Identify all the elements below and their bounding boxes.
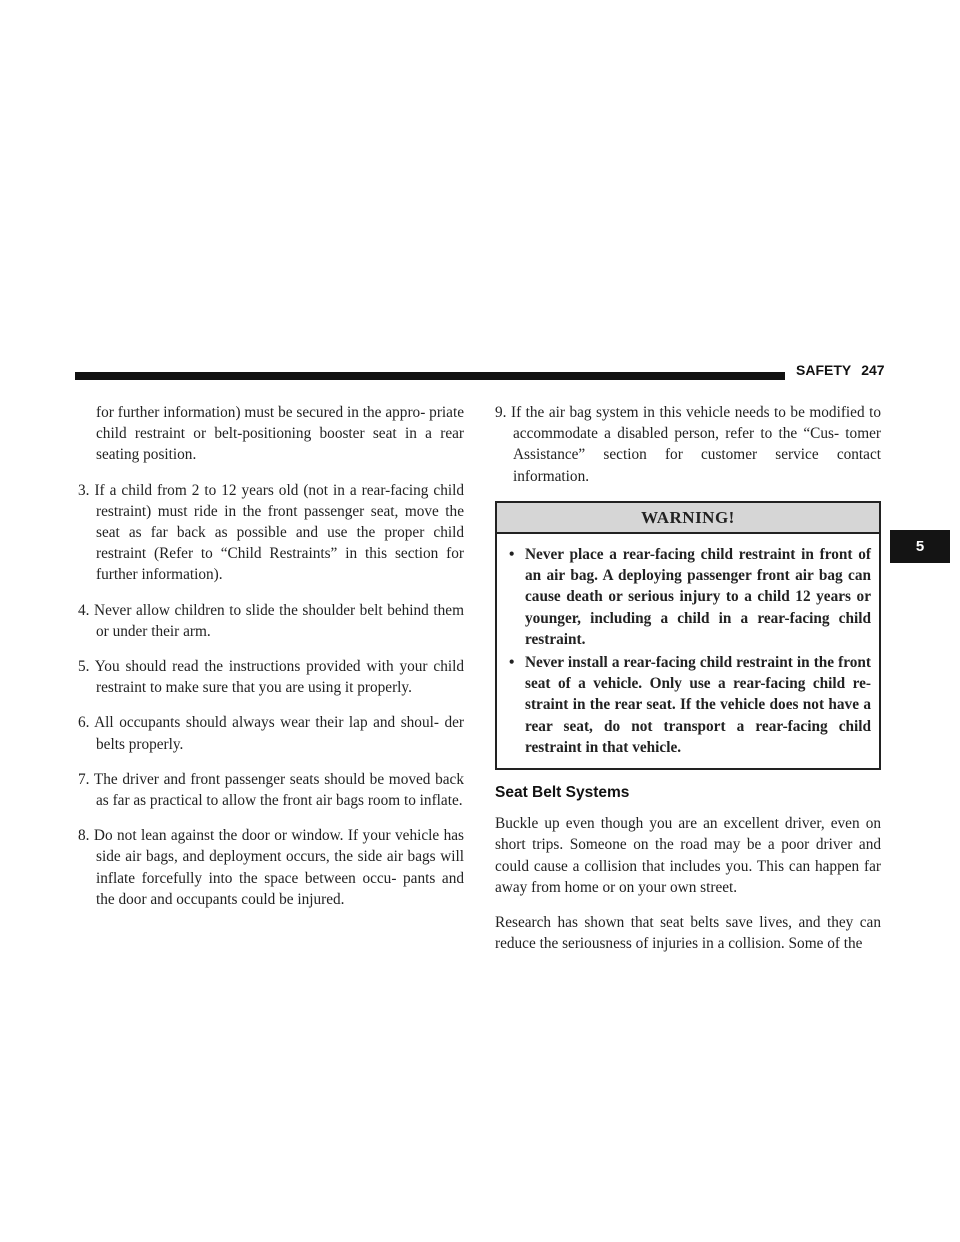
list-item: 7. The driver and front passenger seats should be moved back as far as practical to allow the front air bags room to inflate. <box>78 770 464 810</box>
section-heading: Seat Belt Systems <box>495 784 630 802</box>
section-title: SAFETY <box>796 362 852 378</box>
list-item: 4. Never allow children to slide the shoulder belt behind them or under their arm. <box>78 601 464 640</box>
list-item: 6. All occupants should always wear their lap and shoul- der belts properly. <box>78 714 464 753</box>
bullet-icon: • <box>509 546 515 564</box>
warning-item-text: Never install a rear-facing child restraint in the front seat of a vehicle. Only use a rear-facing child re- straint in the rear seat. If the vehicle does not have a rear seat, do not transport a rear-facing child restraint in that vehicle. <box>525 654 871 756</box>
list-item: 3. If a child from 2 to 12 years old (not in a rear-facing child restraint) must ride in the front passenger seat, move the seat as far back as possible and use the proper child restraint (Refer to “Child Restraints” in this section for further information). <box>78 481 464 584</box>
warning-item-text: Never place a rear-facing child restraint in front of an air bag. A deploying passenger front air bag can cause death or serious injury to a child 12 years or younger, including a child in a rear-facing child restraint. <box>525 546 871 648</box>
bullet-icon: • <box>509 654 515 672</box>
warning-item <box>505 652 871 758</box>
list-item: 5. You should read the instructions provided with your child restraint to make sure that you are using it properly. <box>78 658 464 697</box>
warning-title: WARNING! <box>497 503 879 534</box>
chapter-tab: 5 <box>890 530 950 563</box>
list-item: 8. Do not lean against the door or window. If your vehicle has side air bags, and deployment occurs, the side air bags will inflate forcefully into the space between occu- pants and the door and occupants could be injured. <box>78 827 464 908</box>
body-paragraph: Buckle up even though you are an excellent driver, even on short trips. Someone on the road may be a poor driver and could cause a collision that includes you. This can happen far away from home or on your own street. <box>495 815 881 896</box>
running-header <box>796 362 885 378</box>
continued-item-text: for further information) must be secured in the appro- priate child restraint or belt-positioning booster seat in a rear seating position. <box>96 404 464 464</box>
left-column <box>78 402 464 924</box>
list-item: 9. If the air bag system in this vehicle needs to be modified to accommodate a disabled person, refer to the “Cus- tomer Assistance” section for customer service contact information. <box>495 404 881 485</box>
warning-item <box>505 544 871 650</box>
body-paragraph: Research has shown that seat belts save lives, and they can reduce the seriousness of injuries in a collision. Some of the <box>495 914 881 953</box>
header-rule <box>75 372 785 380</box>
page-number: 247 <box>861 362 885 378</box>
right-column <box>495 402 881 968</box>
warning-list <box>497 534 879 768</box>
warning-box <box>495 501 881 770</box>
